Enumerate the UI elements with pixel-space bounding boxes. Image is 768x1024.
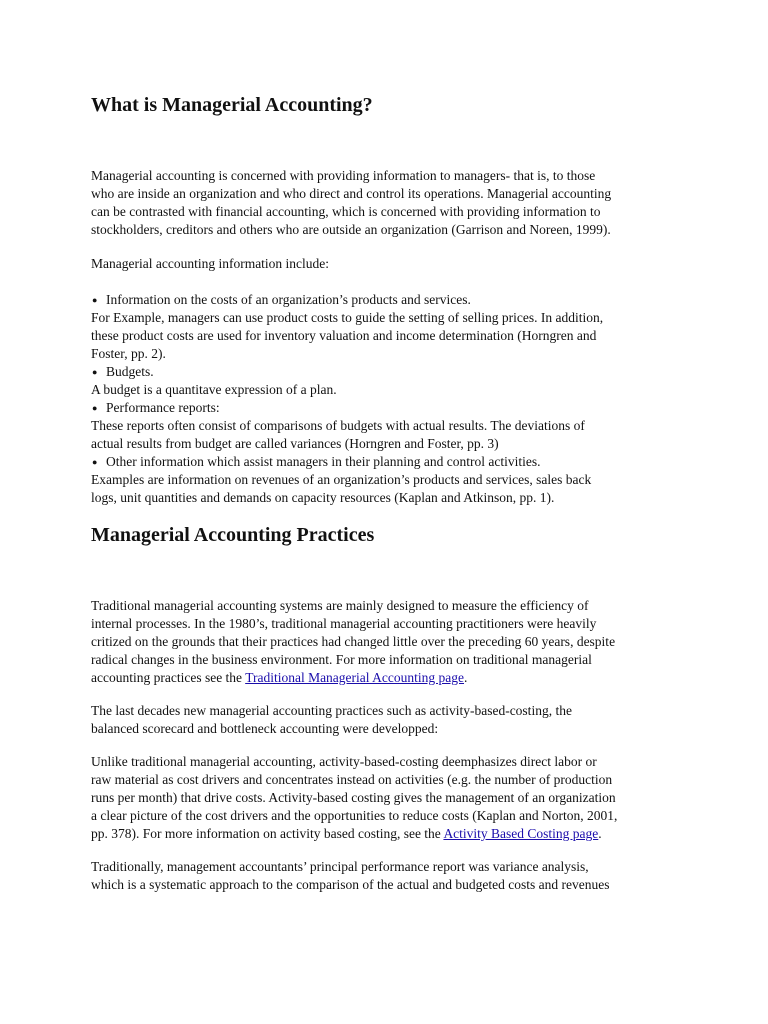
bullet-icon: ● [92,457,98,467]
last-decades-paragraph [91,702,691,738]
intro-line: Managerial accounting is concerned with providing information to managers- that is, to those [91,168,596,183]
traditional-line: internal processes. In the 1980’s, traditional managerial accounting practitioners were heavily [91,616,597,631]
abc-line-suffix: . [598,826,602,841]
traditional-paragraph [91,597,691,687]
bullet-icon: ● [92,403,98,413]
traditional-line: radical changes in the business environment. For more information on traditional managerial [91,652,592,667]
list-item [91,399,691,417]
last-decades-line: The last decades new managerial accounting practices such as activity-based-costing, the [91,703,572,718]
list-detail-line: A budget is a quantitave expression of a plan. [91,382,337,397]
intro-line: can be contrasted with financial accounting, which is concerned with providing information to [91,204,601,219]
heading-managerial-accounting-practices: Managerial Accounting Practices [91,524,375,546]
abc-line-prefix: pp. 378). For more information on activity based costing, see the [91,826,444,841]
intro-line: who are inside an organization and who direct and control its operations. Managerial accounting [91,186,612,201]
list-detail-line: For Example, managers can use product costs to guide the setting of selling prices. In addition, [91,310,604,325]
include-paragraph [91,255,691,273]
list-detail-line: actual results from budget are called variances (Horngren and Foster, pp. 3) [91,436,499,451]
list-detail-line: These reports often consist of comparisons of budgets with actual results. The deviations of [91,418,585,433]
traditional-line: critized on the grounds that their practices had changed little over the preceding 60 years, despite [91,634,616,649]
traditional-accounting-link[interactable]: Traditional Managerial Accounting page [245,670,465,685]
abc-line: a clear picture of the cost drivers and the opportunities to reduce costs (Kaplan and Norton, 2001, [91,808,618,823]
abc-line: raw material as cost drivers and concentrates instead on activities (e.g. the number of production [91,772,613,787]
traditional-line-suffix: . [464,670,468,685]
list-detail-line: logs, unit quantities and demands on capacity resources (Kaplan and Atkinson, pp. 1). [91,490,555,505]
intro-line: stockholders, creditors and others who are outside an organization (Garrison and Noreen, 1999). [91,222,611,237]
include-line: Managerial accounting information include: [91,256,330,271]
variance-line: which is a systematic approach to the comparison of the actual and budgeted costs and revenues [91,877,610,892]
list-item-text: Performance reports: [106,400,220,415]
traditional-line: Traditional managerial accounting systems are mainly designed to measure the efficiency of [91,598,589,613]
bullet-icon: ● [92,367,98,377]
list-detail-line: Foster, pp. 2). [91,346,166,361]
abc-line [91,825,691,843]
last-decades-line: balanced scorecard and bottleneck accounting were developped: [91,721,439,736]
list-detail-line: these product costs are used for inventory valuation and income determination (Horngren and [91,328,597,343]
abc-line: Unlike traditional managerial accounting, activity-based-costing deemphasizes direct labor or [91,754,597,769]
list-detail-line: Examples are information on revenues of an organization’s products and services, sales back [91,472,592,487]
traditional-line [91,669,691,687]
list-item [91,363,691,381]
abc-paragraph [91,753,691,843]
bullet-icon: ● [92,295,98,305]
heading-what-is-managerial-accounting: What is Managerial Accounting? [91,94,373,116]
list-item [91,291,691,309]
list-item-text: Budgets. [106,364,154,379]
variance-line: Traditionally, management accountants’ principal performance report was variance analysis, [91,859,589,874]
list-item-text: Information on the costs of an organization’s products and services. [106,292,471,307]
intro-paragraph [91,167,691,239]
activity-based-costing-link[interactable]: Activity Based Costing page [443,826,599,841]
information-list [91,291,691,507]
list-item-text: Other information which assist managers in their planning and control activities. [106,454,541,469]
abc-line: runs per month) that drive costs. Activity-based costing gives the management of an organization [91,790,616,805]
list-item [91,453,691,471]
variance-paragraph [91,858,691,894]
traditional-line-prefix: accounting practices see the [91,670,246,685]
